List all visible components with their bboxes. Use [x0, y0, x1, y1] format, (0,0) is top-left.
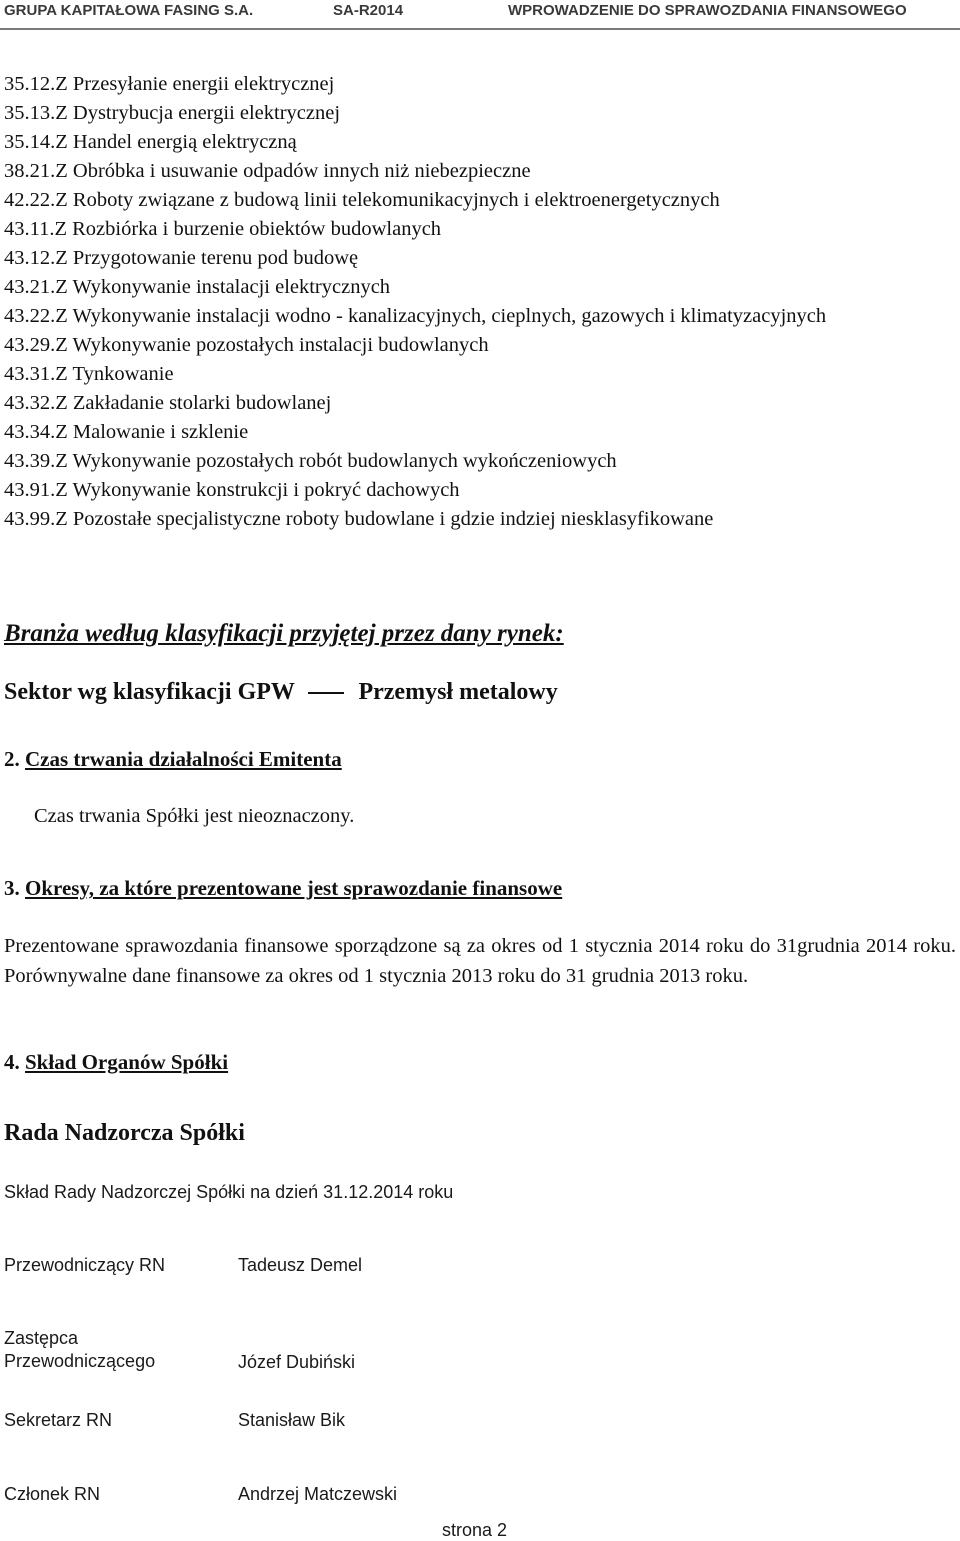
pkd-item: 35.14.Z Handel energią elektryczną	[4, 131, 297, 153]
pkd-item: 43.99.Z Pozostałe specjalistyczne roboty budowlane i gdzie indziej niesklasyfikowane	[4, 508, 714, 530]
pkd-item: 43.39.Z Wykonywanie pozostałych robót budowlanych wykończeniowych	[4, 450, 617, 472]
sector-label: Sektor wg klasyfikacji GPW	[4, 679, 295, 705]
pkd-item: 38.21.Z Obróbka i usuwanie odpadów innych niż niebezpieczne	[4, 160, 531, 182]
pkd-item: 43.91.Z Wykonywanie konstrukcji i pokryć dachowych	[4, 479, 460, 501]
pkd-item: 43.29.Z Wykonywanie pozostałych instalacji budowlanych	[4, 334, 489, 356]
member-name: Tadeusz Demel	[238, 1255, 363, 1275]
header-company: GRUPA KAPITAŁOWA FASING S.A.	[4, 2, 254, 19]
pkd-item: 43.32.Z Zakładanie stolarki budowlanej	[4, 392, 332, 414]
section-2-text: Czas trwania Spółki jest nieoznaczony.	[34, 805, 355, 827]
pkd-item: 43.22.Z Wykonywanie instalacji wodno - kanalizacyjnych, cieplnych, gazowych i klimatyzacyjnych	[4, 305, 827, 327]
pkd-item: 43.12.Z Przygotowanie terenu pod budowę	[4, 247, 359, 269]
member-name: Józef Dubiński	[238, 1352, 356, 1372]
page-header	[0, 0, 960, 30]
member-role: Zastępca Przewodniczącego	[4, 1328, 156, 1371]
pkd-item: 35.12.Z Przesyłanie energii elektrycznej	[4, 73, 335, 95]
section-4-heading	[4, 1050, 228, 1075]
member-name: Andrzej Matczewski	[238, 1484, 398, 1504]
header-report-code: SA-R2014	[333, 2, 404, 19]
pkd-item: 43.31.Z Tynkowanie	[4, 363, 174, 385]
section-3-number: 3.	[4, 876, 20, 900]
pkd-item: 43.11.Z Rozbiórka i burzenie obiektów budowlanych	[4, 218, 442, 240]
pkd-item: 42.22.Z Roboty związane z budową linii telekomunikacyjnych i elektroenergetycznych	[4, 189, 720, 211]
section-2-heading	[4, 747, 342, 772]
sector-value: Przemysł metalowy	[358, 679, 558, 705]
member-name: Stanisław Bik	[238, 1410, 346, 1430]
member-role: Członek RN	[4, 1484, 101, 1504]
section-4-title: Skład Organów Spółki	[25, 1050, 229, 1074]
sector-dash	[308, 692, 344, 694]
member-role: Przewodniczący RN	[4, 1255, 166, 1275]
industry-heading: Branża według klasyfikacji przyjętej przez dany rynek:	[4, 620, 564, 647]
section-3-title: Okresy, za które prezentowane jest sprawozdanie finansowe	[25, 876, 563, 900]
supervisory-board-title: Rada Nadzorcza Spółki	[4, 1120, 245, 1146]
page-number: strona 2	[442, 1520, 508, 1540]
sector-line	[4, 679, 558, 706]
pkd-item: 43.34.Z Malowanie i szklenie	[4, 421, 249, 443]
section-3-heading	[4, 876, 562, 901]
section-3-text: Prezentowane sprawozdania finansowe sporządzone są za okres od 1 stycznia 2014 roku do 31grudnia 2014 roku. Porównywalne dane finansowe za okres od 1 stycznia 2013 roku do 31 grudnia 2013 roku.	[4, 935, 956, 987]
supervisory-board-subtitle: Skład Rady Nadzorczej Spółki na dzień 31.12.2014 roku	[4, 1182, 454, 1202]
section-2-title: Czas trwania działalności Emitenta	[25, 747, 342, 771]
pkd-item: 43.21.Z Wykonywanie instalacji elektrycznych	[4, 276, 391, 298]
member-role: Sekretarz RN	[4, 1410, 113, 1430]
section-2-number: 2.	[4, 747, 20, 771]
header-section-title: WPROWADZENIE DO SPRAWOZDANIA FINANSOWEGO	[508, 2, 907, 19]
pkd-item: 35.13.Z Dystrybucja energii elektrycznej	[4, 102, 341, 124]
pkd-activity-list	[4, 70, 956, 534]
section-4-number: 4.	[4, 1050, 20, 1074]
